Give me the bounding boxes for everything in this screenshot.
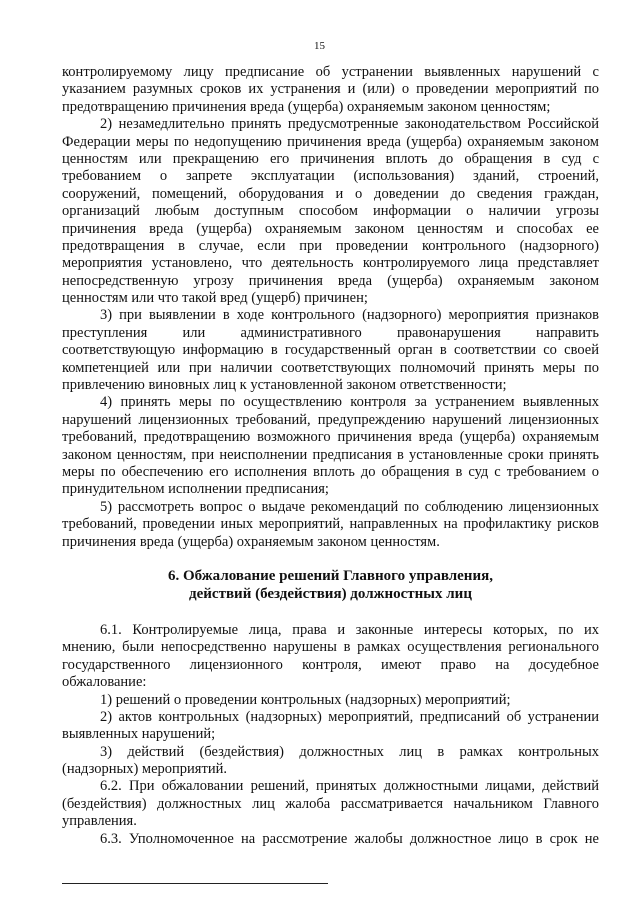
text-line: ценностям или что такой вред (ущерб) причинен;	[62, 290, 368, 307]
text-line: требований, проведении иных мероприятий, направленных на профилактику рисков	[62, 516, 599, 533]
text-line: выявленных нарушений;	[62, 726, 216, 743]
text-line: требований, предотвращению возможного причинения вреда (ущерба) охраняемым	[62, 429, 599, 446]
text-line: обжалование:	[62, 674, 147, 691]
text-line: причинения вреда (ущерба) охраняемым законом ценностям и способах ее	[62, 220, 599, 237]
text-line: контролируемому лицу предписание об устранении выявленных нарушений с	[62, 64, 599, 80]
paragraph	[62, 499, 599, 551]
upper-paragraphs	[62, 64, 599, 551]
paragraph	[62, 394, 599, 498]
text-line: 3) действий (бездействия) должностных лиц в рамках контрольных	[100, 743, 599, 760]
text-line: Федерации меры по недопущению причинения вреда (ущерба) охраняемым законом	[62, 133, 599, 150]
text-line: привлечению виновных лиц к установленной законом ответственности;	[62, 377, 507, 394]
text-line: 2) актов контрольных (надзорных) мероприятий, предписаний об устранении	[100, 708, 599, 725]
text-line: преступления или административного правонарушения направить	[62, 324, 599, 341]
text-line: соответствующую информацию в государственный орган в соответствии со своей	[62, 342, 599, 359]
text-line: 6.1. Контролируемые лица, права и законные интересы которых, по их	[100, 621, 599, 638]
text-line: управления.	[62, 813, 137, 830]
text-line: 3) при выявлении в ходе контрольного (надзорного) мероприятия признаков	[100, 307, 599, 324]
text-line: указанием разумных сроков их устранения и (или) о проведении мероприятий по	[62, 81, 599, 98]
text-line: организаций любым доступным способом информации о наличии угрозы	[62, 203, 599, 220]
text-line: требованием о запрете эксплуатации (использования) зданий, строений,	[62, 168, 599, 185]
paragraph	[62, 622, 599, 692]
text-line: мнению, были непосредственно нарушены в рамках осуществления регионального	[62, 639, 599, 656]
text-line: меры по обеспечению его исполнения вплоть до обращения в суд с требованием о	[62, 463, 599, 480]
page-number: 15	[314, 40, 325, 52]
text-line: 2) незамедлительно принять предусмотренные законодательством Российской	[100, 116, 599, 133]
document-body	[62, 64, 599, 848]
text-line: (надзорных) мероприятий.	[62, 761, 227, 778]
paragraph	[62, 116, 599, 307]
text-line: ценностям или прекращению его причинения вплоть до обращения в суд с	[62, 150, 599, 167]
paragraph	[62, 692, 599, 709]
text-line: предотвращению причинения вреда (ущерба) охраняемым законом ценностям;	[62, 98, 551, 115]
text-line: 6.3. Уполномоченное на рассмотрение жалобы должностное лицо в срок не	[100, 830, 599, 847]
section-paragraphs	[62, 622, 599, 848]
text-line: законом ценностям, при неисполнении предписания в установленные сроки принять	[62, 446, 599, 463]
text-line: 1) решений о проведении контрольных (надзорных) мероприятий;	[100, 691, 511, 708]
paragraph	[62, 307, 599, 394]
text-line: предотвращения в случае, если при проведении контрольного (надзорного)	[62, 237, 599, 254]
paragraph	[62, 831, 599, 848]
text-line: принудительном исполнении предписания;	[62, 481, 329, 498]
text-line: компетенцией или при наличии соответствующих полномочий принять меры по	[62, 359, 599, 376]
text-line: нарушений лицензионных требований, предупреждению нарушений лицензионных	[62, 411, 599, 428]
text-line: государственного лицензионного контроля, имеют право на досудебное	[62, 656, 599, 673]
text-line: мероприятия установлено, что деятельность контролируемого лица представляет	[62, 255, 599, 272]
paragraph	[62, 778, 599, 830]
text-line: непосредственную угрозу причинения вреда (ущерба) охраняемым законом	[62, 272, 599, 289]
text-line: причинения вреда (ущерба) охраняемым законом ценностям.	[62, 533, 440, 550]
text-line: 5) рассмотреть вопрос о выдаче рекомендаций по соблюдению лицензионных	[100, 498, 599, 515]
text-line: (бездействия) должностных лиц жалоба рассматривается начальником Главного	[62, 795, 599, 812]
text-line: 6.2. При обжаловании решений, принятых должностными лицами, действий	[100, 778, 599, 795]
section-heading-line-1: 6. Обжалование решений Главного управления,	[168, 567, 493, 584]
paragraph	[62, 64, 599, 116]
text-line: сооружений, помещений, оборудования и о доведении до сведения граждан,	[62, 185, 599, 202]
paragraph	[62, 744, 599, 779]
paragraph	[62, 709, 599, 744]
section-heading-line-2: действий (бездействия) должностных лиц	[189, 585, 472, 602]
text-line: 4) принять меры по осуществлению контроля за устранением выявленных	[100, 394, 599, 411]
footnote-separator	[62, 883, 328, 884]
